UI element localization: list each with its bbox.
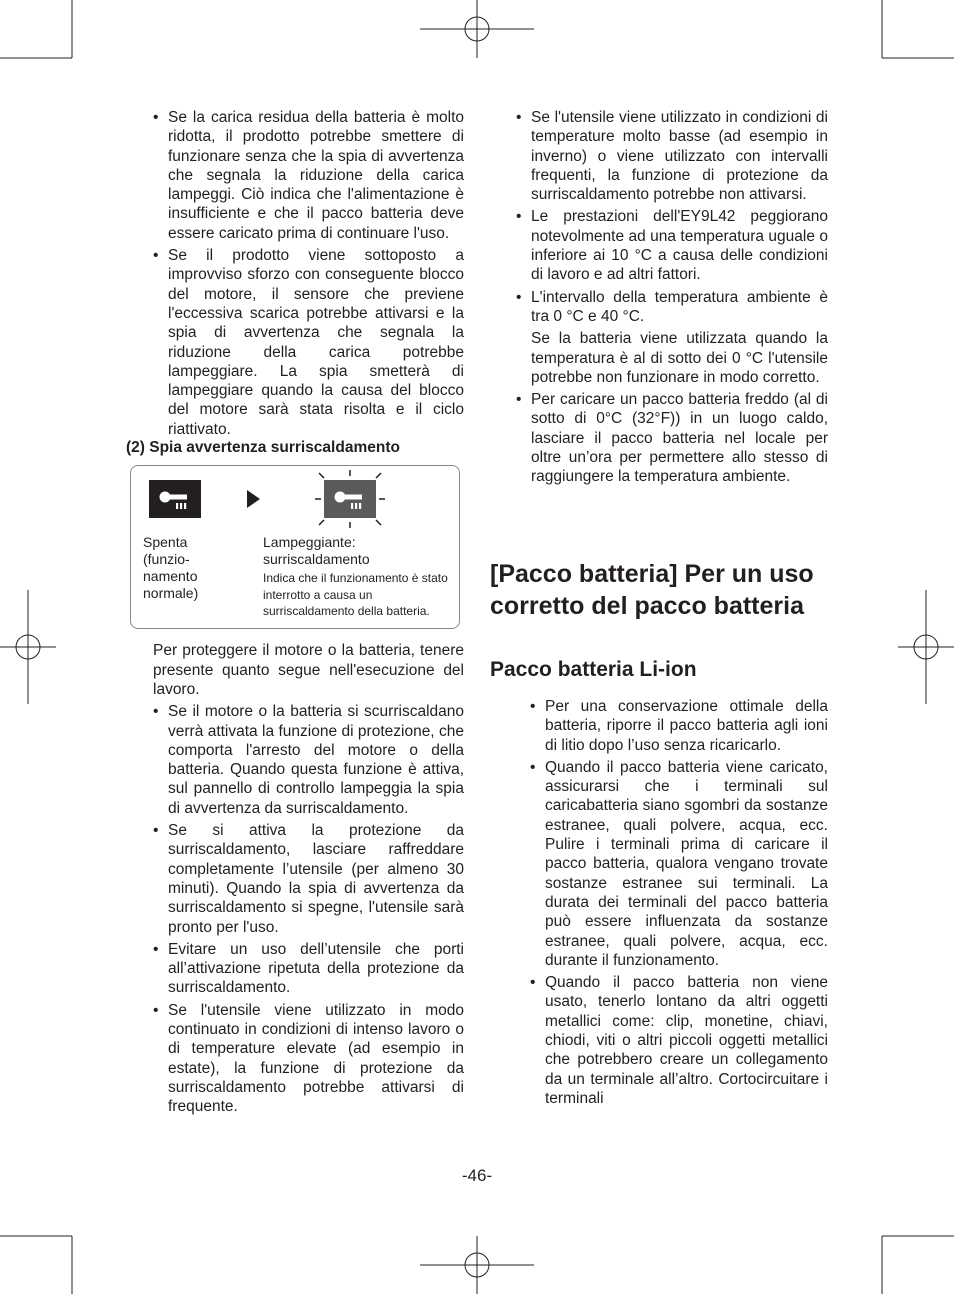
list-item: • Per una conservazione ottimale della batteria, riporre il pacco batteria agli ioni di litio dopo l’uso senza ricaricarlo.	[530, 697, 828, 755]
list-item: • Se l'utensile viene utilizzato in modo continuato in condizioni di intenso lavoro o di temperature elevate (ad esempio in estate), la funzione di protezione da surriscaldamento potrebbe attivarsi di frequente.	[153, 1001, 464, 1117]
list-item: • Per caricare un pacco batteria freddo (al di sotto di 0°C (32°F)) in un luogo caldo, lasciare il pacco batteria nel locale per oltre un’ora per permettere allo stesso di raggiungere la temperatura ambiente.	[516, 390, 828, 486]
section-heading: (2) Spia avvertenza surriscaldamento	[126, 439, 400, 457]
thermometer-icon-off	[149, 480, 201, 518]
arrow-right-icon	[247, 490, 260, 508]
liion-bullet-list	[530, 697, 828, 1108]
page-number: -46-	[461, 1166, 493, 1185]
list-item: • Se il prodotto viene sottoposto a improvviso sforzo con conseguente blocco del motore, il sensore che previene l'eccessiva scarica potrebbe attivarsi e la spia di avvertenza che segnala la riduzione della carica potrebbe lampeggiare. La spia smetterà di lampeggiare quando la causa del blocco del motore sarà stata risolta e il ciclo riattivato.	[153, 246, 464, 439]
blink-label: Lampeggiante: surriscaldamento	[263, 534, 370, 568]
bullet-list-right-last	[516, 390, 828, 486]
list-item: • Evitare un uso dell’utensile che porti all’attivazione ripetuta della protezione da surriscaldamento.	[153, 940, 464, 998]
blink-description: Indica che il funzionamento è stato interrotto a causa un surriscaldamento della batteria.	[263, 571, 448, 619]
right-column	[516, 108, 828, 490]
list-item: • Le prestazioni dell'EY9L42 peggiorano notevolmente ad una temperatura uguale o inferiore ai 10 °C a causa delle condizioni di lavoro e ad altri fattori.	[516, 207, 828, 284]
intro-paragraph: Per proteggere il motore o la batteria, tenere presente quanto segue nell'esecuzione del lavoro.	[153, 642, 464, 698]
off-label: Spenta (funzio- namento normale)	[143, 534, 199, 602]
bullet-list-bottom	[126, 702, 464, 1116]
temperature-note: Se la batteria viene utilizzata quando la temperatura è al di sotto dei 0 °C l'utensile potrebbe non funzionare in modo corretto.	[531, 330, 828, 386]
section-subtitle: Pacco batteria Li-ion	[490, 658, 697, 681]
section-title: [Pacco batteria] Per un uso corretto del pacco batteria	[490, 560, 814, 620]
list-item: • Quando il pacco batteria non viene usato, tenerlo lontano da altri oggetti metallici come: clip, monetine, chiavi, chiodi, viti o altri piccoli oggetti metallici che potrebbero creare un collegamento da un terminale all’altro. Cortocircuitare i terminali	[530, 973, 828, 1108]
list-item: • Se il motore o la batteria si scurriscaldano verrà attivata la funzione di protezione, che comporta l'arresto del motore o della batteria. Quando questa funzione è attiva, sul pannello di controllo lampeggia la spia di avvertenza da surriscaldamento.	[153, 702, 464, 818]
bullet-list-right	[516, 108, 828, 326]
list-item: • L'intervallo della temperatura ambiente è tra 0 °C e 40 °C.	[516, 288, 828, 327]
left-column	[126, 108, 464, 1119]
list-item: • Se la carica residua della batteria è molto ridotta, il prodotto potrebbe smettere di funzionare senza che la spia di avvertenza che segnala la riduzione della carica lampeggi. Ciò indica che l'alimentazione è insufficiente e che il pacco batteria deve essere caricato prima di continuare l'uso.	[153, 108, 464, 243]
liion-column	[530, 697, 828, 1111]
list-item: • Quando il pacco batteria viene caricato, assicurarsi che i terminali sul caricabatteria siano sgombri da sostanze estranee, quali polvere, acqua, ecc. Pulire i terminali prima di caricare il pacco batteria, qualora vengano trovate sostanze estranee sui terminali. La durata dei terminali del pacco batteria può essere influenzata da sostanze estranee, quali polvere, acqua, ecc. durante il funzionamento.	[530, 758, 828, 970]
thermometer-icon-blinking	[313, 468, 387, 530]
list-item: • Se l'utensile viene utilizzato in condizioni di temperature molto basse (ad esempio in inverno) o viene utilizzato con intervalli frequenti, la funzione di protezione da surriscaldamento potrebbe non attivarsi.	[516, 108, 828, 204]
list-item: • Se si attiva la protezione da surriscaldamento, lasciare raffreddare completamente l’utensile (per almeno 30 minuti). Quando la spia di avvertenza da surriscaldamento si spegne, l'utensile sarà pronto per l'uso.	[153, 821, 464, 937]
bullet-list-top	[126, 108, 464, 439]
indicator-panel	[130, 465, 460, 629]
